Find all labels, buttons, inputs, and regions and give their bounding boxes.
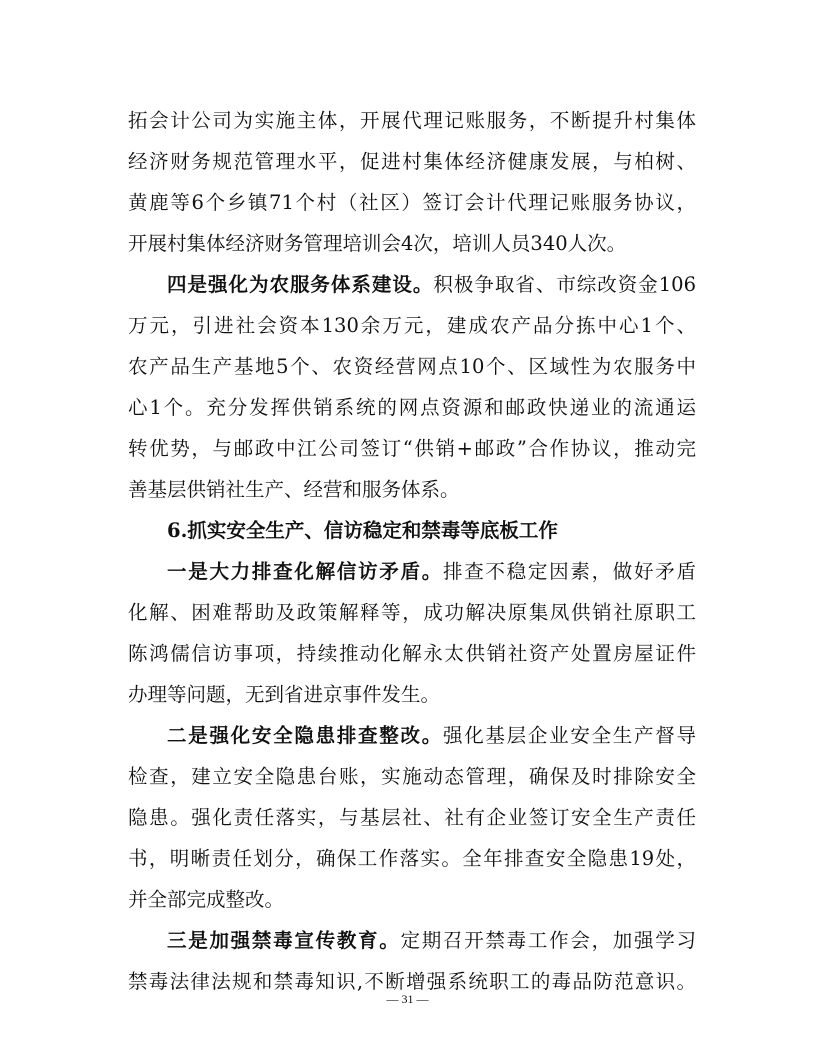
- body-line: 善基层供销社生产、经营和服务体系。: [128, 478, 460, 501]
- body-text: 排查不稳定因素，做好矛盾: [442, 560, 696, 583]
- body-line: 检查，建立安全隐患台账，实施动态管理，确保及时排除安全: [128, 765, 696, 788]
- body-text: 强化基层企业安全生产督导: [442, 724, 696, 747]
- body-line: [128, 715, 696, 756]
- section-heading: 6.抓实安全生产、信访稳定和禁毒等底板工作: [167, 519, 558, 542]
- body-line: 办理等问题，无到省进京事件发生。: [128, 683, 441, 706]
- body-line: 化解、困难帮助及政策解释等，成功解决原集凤供销社原职工: [128, 601, 696, 624]
- paragraph-lead: 四是强化为农服务体系建设。: [167, 273, 434, 296]
- body-line: 心1个。充分发挥供销系统的网点资源和邮政快递业的流通运: [128, 396, 696, 419]
- paragraph-lead: 一是大力排查化解信访矛盾。: [167, 560, 443, 583]
- body-line: 并全部完成整改。: [128, 888, 285, 911]
- body-line: 拓会计公司为实施主体，开展代理记账服务，不断提升村集体: [128, 109, 696, 132]
- body-line: [128, 551, 696, 592]
- body-line: 万元，引进社会资本130余万元，建成农产品分拣中心1个、: [128, 314, 696, 337]
- body-line: 黄鹿等6个乡镇71个村（社区）签订会计代理记账服务协议，: [128, 191, 696, 214]
- body-line: 开展村集体经济财务管理培训会4次，培训人员340人次。: [128, 232, 627, 255]
- paragraph-lead: 二是强化安全隐患排查整改。: [167, 724, 443, 747]
- body-line: [128, 264, 696, 305]
- body-line: 农产品生产基地5个、农资经营网点10个、区域性为农服务中: [128, 355, 696, 378]
- page-number: — 31 —: [386, 992, 429, 1006]
- body-line: 经济财务规范管理水平，促进村集体经济健康发展，与柏树、: [128, 150, 696, 173]
- body-line: 禁毒法律法规和禁毒知识,不断增强系统职工的毒品防范意识。: [128, 970, 696, 993]
- body-line: 隐患。强化责任落实，与基层社、社有企业签订安全生产责任: [128, 806, 696, 829]
- body-text: 定期召开禁毒工作会，加强学习: [400, 929, 696, 952]
- body-line: 陈鸿儒信访事项，持续推动化解永太供销社资产处置房屋证件: [128, 642, 696, 665]
- body-line: [128, 920, 696, 961]
- document-body: [128, 100, 696, 1002]
- body-text: 积极争取省、市综改资金106: [433, 273, 696, 296]
- body-line: 书，明晰责任划分，确保工作落实。全年排查安全隐患19处，: [128, 847, 696, 870]
- paragraph-lead: 三是加强禁毒宣传教育。: [167, 929, 401, 952]
- body-line: 转优势，与邮政中江公司签订“供销+邮政”合作协议，推动完: [128, 437, 696, 460]
